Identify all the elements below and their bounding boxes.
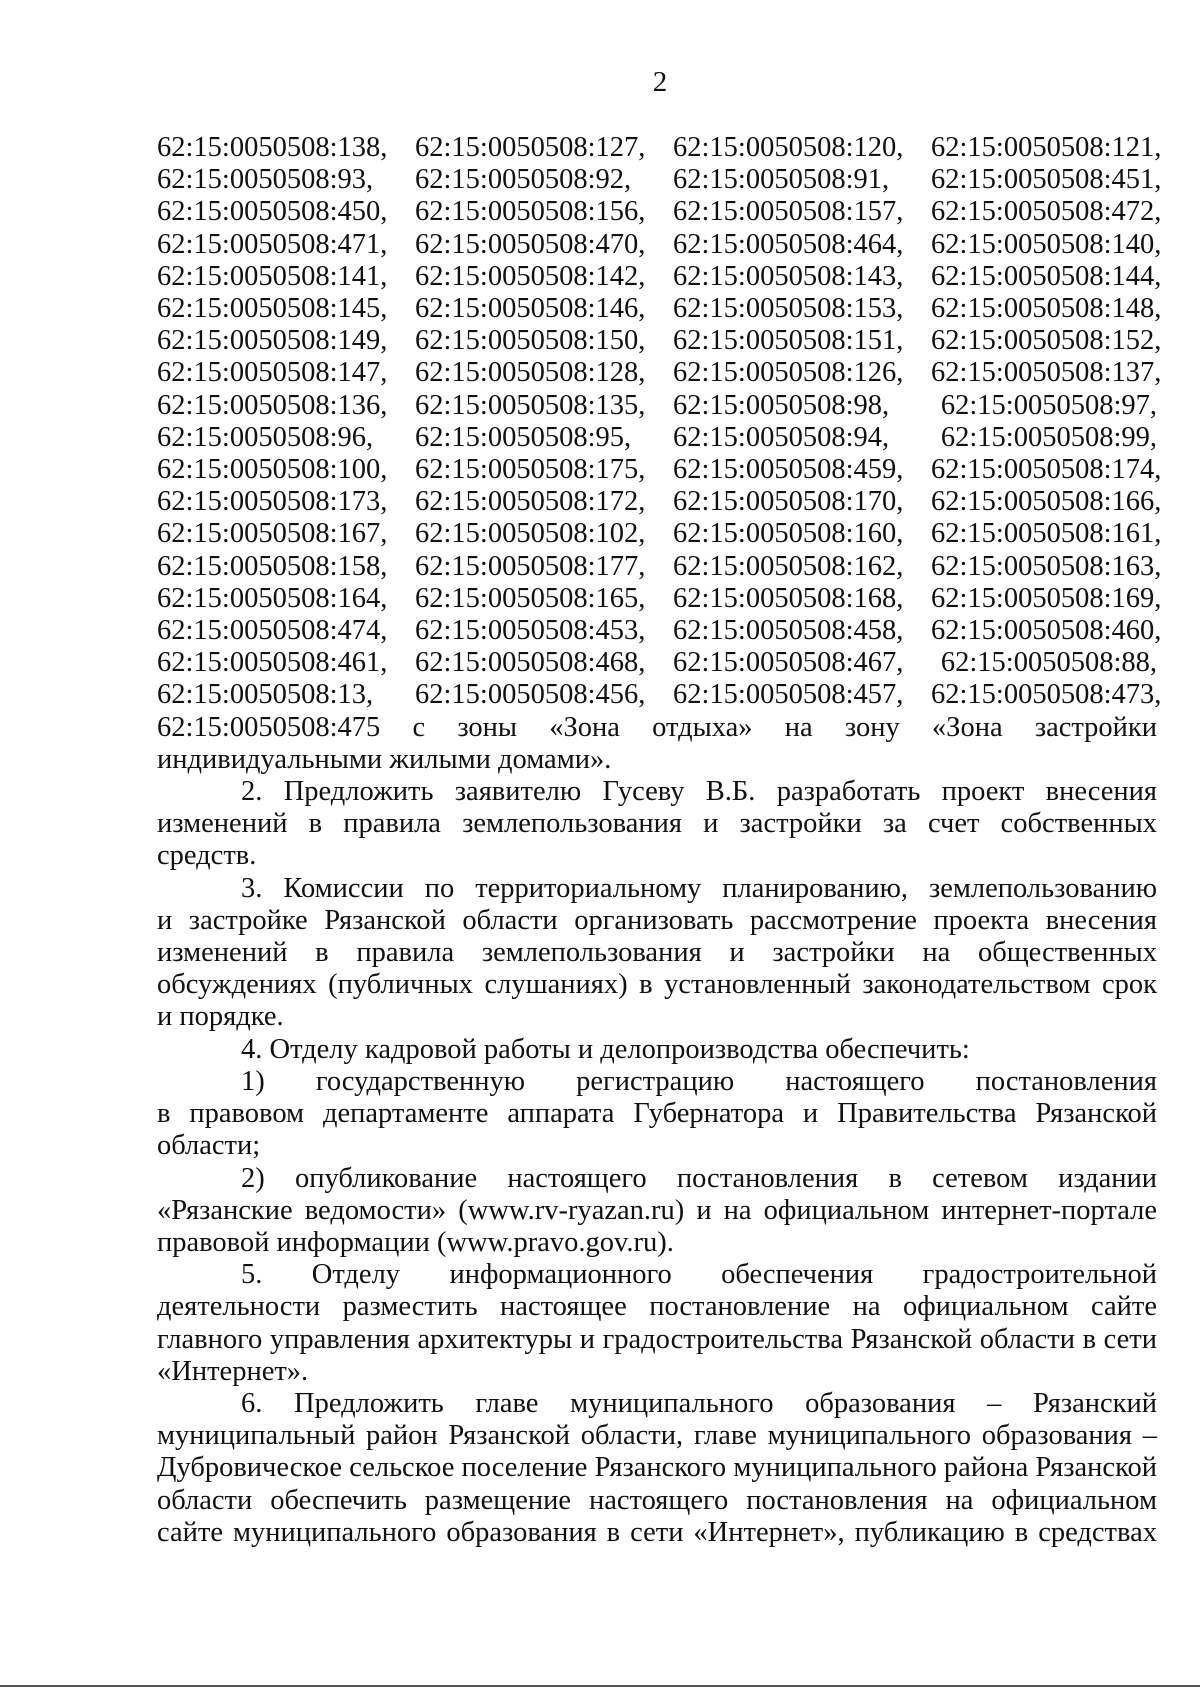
cadastral-number: 62:15:0050508:88, [940,647,1157,679]
closing-word: на [784,711,813,743]
cadastral-number: 62:15:0050508:175, [415,454,646,486]
cadastral-number: 62:15:0050508:453, [415,615,646,647]
cadastral-number: 62:15:0050508:164, [157,582,388,614]
cadastral-number: 62:15:0050508:474, [157,615,388,647]
cadastral-number: 62:15:0050508:92, [415,164,632,196]
cadastral-number: 62:15:0050508:97, [940,389,1157,421]
cadastral-number: 62:15:0050508:174, [931,454,1162,486]
cadastral-number: 62:15:0050508:166, [931,486,1162,518]
cadastral-number: 62:15:0050508:157, [673,196,904,228]
cadastral-number: 62:15:0050508:126, [673,357,904,389]
cadastral-number: 62:15:0050508:156, [415,196,646,228]
paragraph-first-line: 1) государственную регистрацию настоящего постановления [241,1065,1157,1097]
cadastral-number: 62:15:0050508:142, [415,260,646,292]
paragraph-first-line: 4. Отделу кадровой работы и делопроизводства обеспечить: [241,1033,970,1065]
cadastral-number: 62:15:0050508:457, [673,679,904,711]
cadastral-number: 62:15:0050508:120, [673,132,904,163]
cadastral-number: 62:15:0050508:149, [157,325,388,357]
closing-word: 62:15:0050508:475 [157,711,381,743]
paragraph [157,1034,1157,1066]
paragraph [157,1066,1157,1163]
paragraph-line: изменений в правила землепользования и застройки за счет собственных [157,808,1157,840]
cadastral-number: 62:15:0050508:177, [415,550,646,582]
cadastral-number: 62:15:0050508:145, [157,293,388,325]
zone-change-line [157,712,1157,744]
cadastral-number: 62:15:0050508:172, [415,486,646,518]
paragraph-line: и застройке Рязанской области организовать рассмотрение проекта внесения [157,904,1157,936]
paragraph-last-line: средств. [157,840,257,872]
cadastral-number: 62:15:0050508:135, [415,389,646,421]
cadastral-number: 62:15:0050508:451, [931,164,1162,196]
closing-word: «Зона [549,711,620,743]
cadastral-number: 62:15:0050508:143, [673,260,904,292]
cadastral-number: 62:15:0050508:459, [673,454,904,486]
numbered-paragraphs [157,776,1157,1549]
cadastral-number: 62:15:0050508:13, [157,679,374,711]
cadastral-number: 62:15:0050508:460, [931,615,1162,647]
cadastral-number: 62:15:0050508:473, [931,679,1162,711]
cadastral-number: 62:15:0050508:173, [157,486,388,518]
closing-word: зону [844,711,900,743]
cadastral-number-list [157,132,1162,712]
cadastral-number: 62:15:0050508:144, [931,260,1162,292]
cadastral-number: 62:15:0050508:461, [157,647,388,679]
cadastral-number: 62:15:0050508:150, [415,325,646,357]
paragraph-line: сайте муниципального образования в сети «Интернет», публикацию в средствах [157,1516,1157,1548]
cadastral-number: 62:15:0050508:136, [157,389,388,421]
cadastral-number: 62:15:0050508:458, [673,615,904,647]
page-number: 2 [652,66,668,98]
cadastral-number: 62:15:0050508:96, [157,421,374,453]
paragraph [157,776,1157,873]
paragraph [157,1259,1157,1388]
cadastral-number: 62:15:0050508:464, [673,228,904,260]
paragraph-last-line: области; [157,1130,261,1162]
paragraph [157,1163,1157,1260]
cadastral-number: 62:15:0050508:146, [415,293,646,325]
cadastral-number: 62:15:0050508:162, [673,550,904,582]
cadastral-number: 62:15:0050508:121, [931,132,1162,163]
paragraph-first-line: 6. Предложить главе муниципального образования – Рязанский [241,1387,1157,1419]
closing-word: с [412,711,426,743]
cadastral-number: 62:15:0050508:467, [673,647,904,679]
cadastral-number: 62:15:0050508:140, [931,228,1162,260]
paragraph-line: Дубровическое сельское поселение Рязанского муниципального района Рязанской [157,1452,1157,1484]
cadastral-number: 62:15:0050508:470, [415,228,646,260]
cadastral-number: 62:15:0050508:102, [415,518,646,550]
cadastral-number: 62:15:0050508:450, [157,196,388,228]
paragraph-first-line: 2) опубликование настоящего постановления в сетевом издании [241,1162,1157,1194]
zone-change-line-end: индивидуальными жилыми домами». [157,743,612,775]
paragraph-last-line: правовой информации (www.pravo.gov.ru). [157,1226,674,1258]
paragraph-first-line: 3. Комиссии по территориальному планированию, землепользованию [241,872,1157,904]
cadastral-number: 62:15:0050508:127, [415,132,646,163]
paragraph-line: деятельности разместить настоящее постановление на официальном сайте [157,1291,1157,1323]
cadastral-number: 62:15:0050508:141, [157,260,388,292]
paragraph-line: главного управления архитектуры и градостроительства Рязанской области в сети [157,1323,1157,1355]
cadastral-number: 62:15:0050508:91, [673,164,890,196]
document-body [157,132,1162,1549]
paragraph [157,1388,1157,1549]
closing-word: застройки [1034,711,1158,743]
cadastral-number: 62:15:0050508:151, [673,325,904,357]
page-bottom-edge [0,1685,1200,1687]
cadastral-number: 62:15:0050508:167, [157,518,388,550]
cadastral-number: 62:15:0050508:161, [931,518,1162,550]
cadastral-number: 62:15:0050508:472, [931,196,1162,228]
cadastral-number: 62:15:0050508:98, [673,389,890,421]
paragraph-last-line: и порядке. [157,1001,284,1033]
closing-word: отдыха» [652,711,753,743]
cadastral-number: 62:15:0050508:163, [931,550,1162,582]
paragraph-line: обсуждениях (публичных слушаниях) в установленный законодательством срок [157,969,1157,1001]
cadastral-number: 62:15:0050508:471, [157,228,388,260]
cadastral-number: 62:15:0050508:93, [157,164,374,196]
cadastral-number: 62:15:0050508:152, [931,325,1162,357]
cadastral-number: 62:15:0050508:147, [157,357,388,389]
paragraph-line: муниципальный район Рязанской области, главе муниципального образования – [157,1420,1157,1452]
paragraph [157,873,1157,1034]
cadastral-number: 62:15:0050508:95, [415,421,632,453]
paragraph-last-line: «Интернет». [157,1355,309,1387]
cadastral-number: 62:15:0050508:165, [415,582,646,614]
closing-word: зоны [457,711,518,743]
paragraph-line: области обеспечить размещение настоящего постановления на официальном [157,1484,1157,1516]
paragraph-line: изменений в правила землепользования и застройки на общественных [157,937,1157,969]
cadastral-number: 62:15:0050508:456, [415,679,646,711]
paragraph-first-line: 2. Предложить заявителю Гусеву В.Б. разработать проект внесения [241,776,1157,808]
cadastral-number: 62:15:0050508:100, [157,454,388,486]
cadastral-number: 62:15:0050508:158, [157,550,388,582]
cadastral-number: 62:15:0050508:138, [157,132,388,163]
cadastral-number: 62:15:0050508:170, [673,486,904,518]
cadastral-number: 62:15:0050508:128, [415,357,646,389]
cadastral-number: 62:15:0050508:160, [673,518,904,550]
cadastral-number: 62:15:0050508:148, [931,293,1162,325]
cadastral-number: 62:15:0050508:94, [673,421,890,453]
cadastral-number: 62:15:0050508:137, [931,357,1162,389]
paragraph-line: в правовом департаменте аппарата Губернатора и Правительства Рязанской [157,1098,1157,1130]
cadastral-number: 62:15:0050508:168, [673,582,904,614]
cadastral-number: 62:15:0050508:153, [673,293,904,325]
paragraph-line: «Рязанские ведомости» (www.rv-ryazan.ru) и на официальном интернет-портале [157,1194,1157,1226]
cadastral-number: 62:15:0050508:169, [931,582,1162,614]
closing-word: «Зона [931,711,1003,743]
paragraph-first-line: 5. Отделу информационного обеспечения градостроительной [241,1259,1157,1291]
cadastral-number: 62:15:0050508:99, [940,421,1157,453]
cadastral-number: 62:15:0050508:468, [415,647,646,679]
